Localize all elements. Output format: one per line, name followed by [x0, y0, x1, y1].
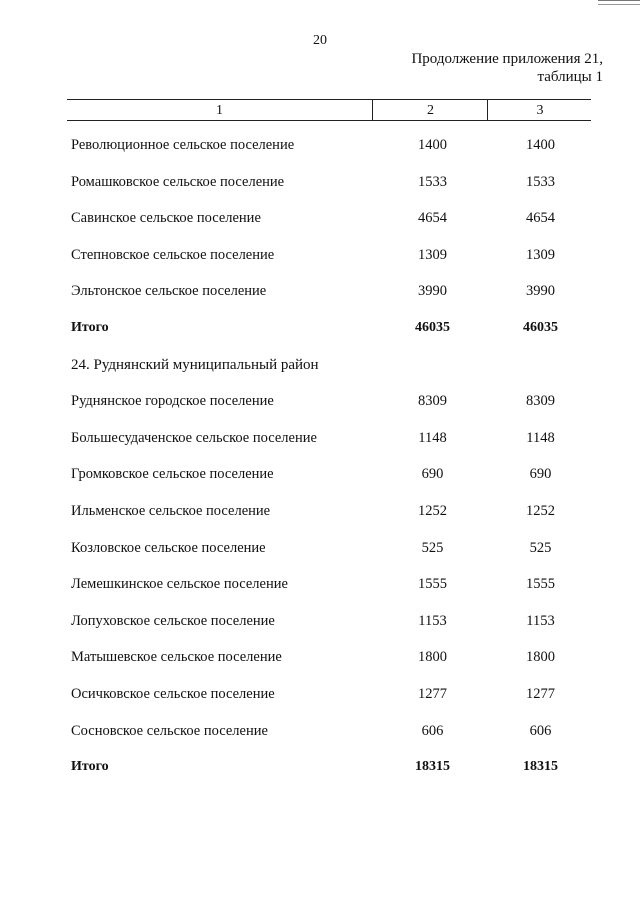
total-row	[0, 749, 640, 786]
table-row	[0, 566, 640, 603]
settlement-name: Лопуховское сельское поселение	[71, 612, 275, 629]
column-2-value: 4654	[418, 210, 447, 227]
column-3-value: 1533	[526, 173, 555, 190]
column-2-value: 1800	[418, 649, 447, 666]
settlement-name: Савинское сельское поселение	[71, 210, 261, 227]
column-2-value: 690	[421, 466, 444, 483]
column-2-value: 606	[421, 722, 444, 739]
column-2-value: 8309	[418, 393, 447, 410]
settlement-name: Революционное сельское поселение	[71, 137, 295, 153]
table-row	[0, 237, 640, 274]
column-3-value: 8309	[526, 393, 555, 410]
total-label: Итого	[71, 759, 109, 775]
settlement-name: Ильменское сельское поселение	[71, 502, 271, 519]
column-3-value: 690	[529, 466, 552, 483]
settlement-name: Осичковское сельское поселение	[71, 685, 275, 702]
column-2-value: 1148	[418, 429, 447, 446]
column-3-value: 1555	[526, 576, 555, 593]
settlement-name: Сосновское сельское поселение	[71, 722, 268, 739]
page-number: 20	[313, 33, 327, 48]
table-row	[0, 713, 640, 750]
table-row	[0, 530, 640, 567]
total-row	[0, 310, 640, 347]
table-row	[0, 164, 640, 201]
column-2-value: 1309	[418, 246, 447, 263]
column-3-value: 1153	[526, 612, 555, 629]
table-row	[0, 383, 640, 420]
column-3-value: 606	[529, 722, 552, 739]
settlement-name: Степновское сельское поселение	[71, 246, 275, 263]
column-3-value: 1309	[526, 246, 555, 263]
column-2-value: 1555	[418, 576, 447, 593]
table-column-header	[67, 99, 591, 121]
table-row	[0, 493, 640, 530]
column-3-value: 18315	[523, 759, 558, 775]
column-3-value: 4654	[526, 210, 555, 227]
table-row	[0, 676, 640, 713]
table-row	[0, 420, 640, 457]
table-row	[0, 639, 640, 676]
appendix-continuation-note	[411, 50, 603, 86]
column-2-value: 1533	[418, 173, 447, 190]
column-header-3: 3	[487, 100, 592, 120]
column-2-value: 1153	[418, 612, 447, 629]
settlement-name: Эльтонское сельское поселение	[71, 283, 267, 300]
scan-edge-mark	[598, 0, 640, 5]
table-row	[0, 200, 640, 237]
table-row	[0, 127, 640, 164]
district-heading: 24. Руднянский муниципальный район	[71, 356, 319, 373]
settlement-name: Ромашковское сельское поселение	[71, 173, 285, 190]
settlement-name: Большесудаченское сельское поселение	[71, 429, 317, 446]
column-2-value: 525	[421, 539, 444, 556]
column-2-value: 46035	[415, 319, 450, 335]
column-3-value: 1252	[526, 502, 555, 519]
column-2-value: 18315	[415, 759, 450, 775]
settlement-name: Громковское сельское поселение	[71, 466, 274, 483]
column-3-value: 1800	[526, 649, 555, 666]
column-2-value: 1277	[418, 685, 447, 702]
column-3-value: 3990	[526, 283, 555, 300]
column-3-value: 1277	[526, 685, 555, 702]
appendix-note-line2: таблицы 1	[537, 69, 603, 85]
settlement-name: Матышевское сельское поселение	[71, 649, 282, 666]
column-3-value: 525	[529, 539, 552, 556]
column-2-value: 1400	[418, 137, 447, 153]
table-row	[0, 456, 640, 493]
column-3-value: 1148	[526, 429, 555, 446]
appendix-note-line1: Продолжение приложения 21,	[411, 51, 603, 67]
column-2-value: 1252	[418, 502, 447, 519]
settlement-name: Лемешкинское сельское поселение	[71, 576, 288, 593]
column-3-value: 46035	[523, 319, 558, 335]
total-label: Итого	[71, 319, 109, 335]
column-2-value: 3990	[418, 283, 447, 300]
column-3-value: 1400	[526, 137, 555, 153]
settlement-name: Козловское сельское поселение	[71, 539, 266, 556]
column-header-2: 2	[372, 100, 488, 120]
table-body	[0, 127, 640, 786]
table-row	[0, 273, 640, 310]
table-row	[0, 603, 640, 640]
section-heading-row	[0, 347, 640, 384]
settlement-name: Руднянское городское поселение	[71, 393, 274, 410]
column-header-1: 1	[216, 103, 223, 118]
